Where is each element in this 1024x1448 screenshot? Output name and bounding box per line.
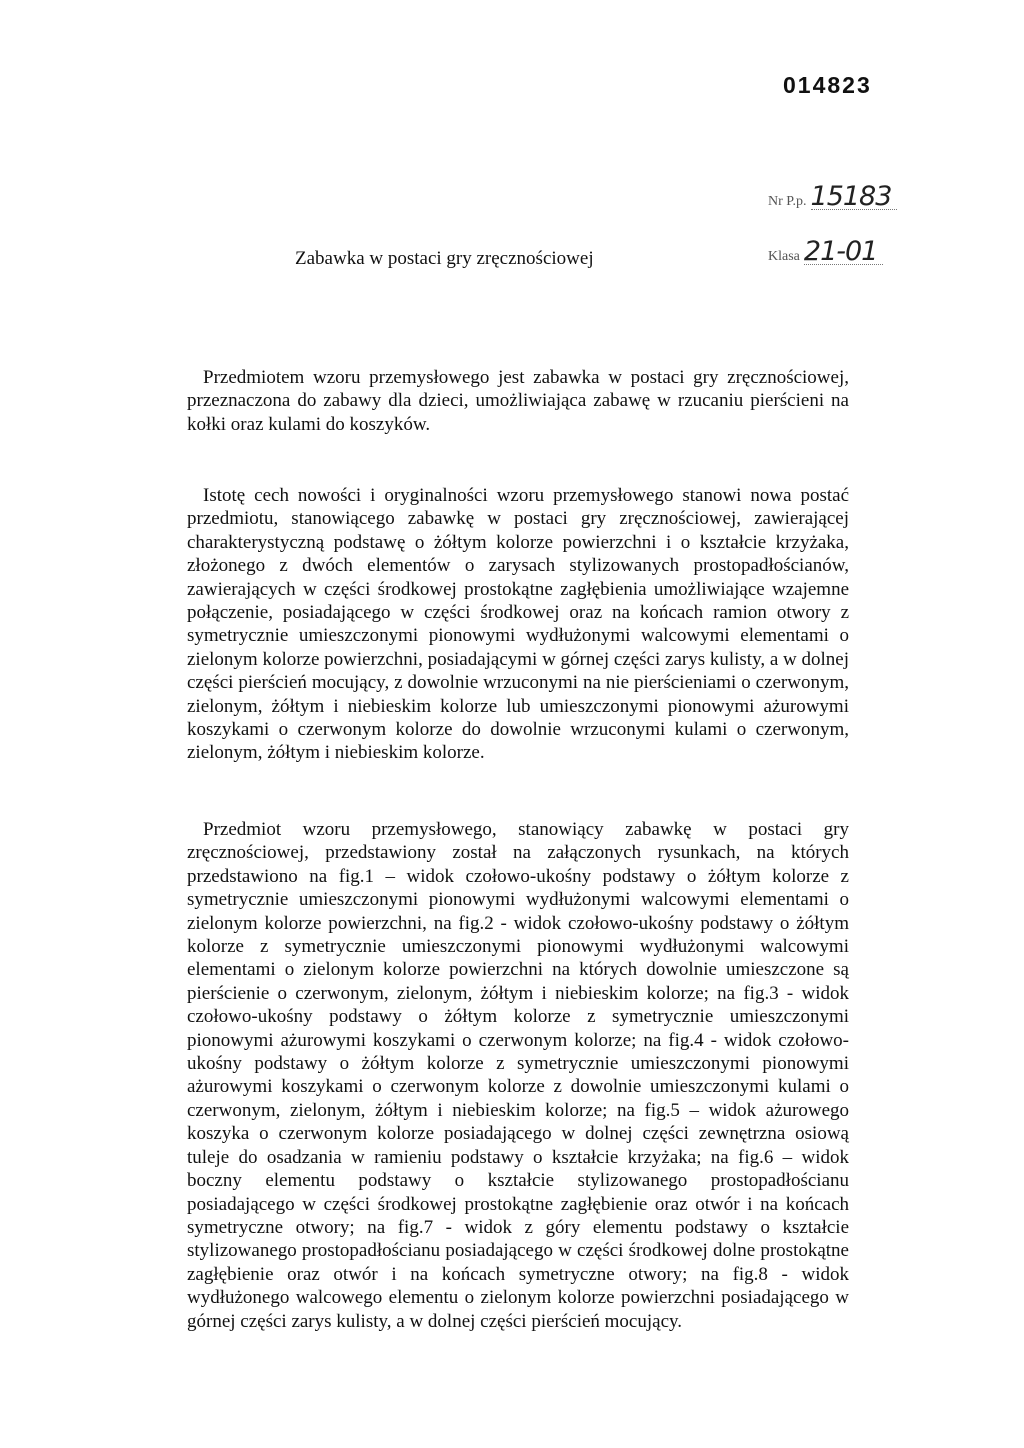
classification-line [768, 236, 880, 267]
registration-number-label: Nr P.p. [768, 194, 807, 209]
paragraph-subject: Przedmiotem wzoru przemysłowego jest zabawka w postaci gry zręcznościowej, przeznaczona do zabawy dla dzieci, umożliwiająca zabawę w rzucaniu pierścieni na kołki oraz kulami do koszyków. [187, 367, 849, 435]
registration-box [768, 181, 892, 267]
document-title: Zabawka w postaci gry zręcznościowej [295, 248, 594, 269]
paragraph-novelty: Istotę cech nowości i oryginalności wzoru przemysłowego stanowi nowa postać przedmiotu, stanowiącego zabawkę w postaci gry zręcznościowej, zawierającej charakterystyczną podstawę o żółtym kolorze powierzchni i o kształcie krzyżaka, złożonego z dwóch elementów o zarysach stylizowanych prostopadłościanów, zawierających w części środkowej prostokątne zagłębienia umożliwiające wzajemne połączenie, posiadającego w części środkowej oraz na końcach ramion otwory z symetrycznie umieszczonymi pionowymi wydłużonymi walcowymi elementami o zielonym kolorze powierzchni, posiadającymi w górnej części zarys kulisty, a w dolnej części pierścień mocujący, z dowolnie wrzuconymi na nie pierścieniami o czerwonym, zielonym, żółtym i niebieskim kolorze lub umieszczonymi pionowymi ażurowymi koszykami o czerwonym kolorze do dowolnie wrzuconymi kulami o czerwonym, zielonym, żółtym i niebieskim kolorze. [187, 485, 849, 764]
document-number: 014823 [783, 72, 872, 98]
paragraph-figures: Przedmiot wzoru przemysłowego, stanowiący zabawkę w postaci gry zręcznościowej, przedstawiony został na załączonych rysunkach, na których przedstawiono na fig.1 – widok czołowo-ukośny podstawy o żółtym kolorze z symetrycznie umieszczonymi pionowymi wydłużonymi walcowymi elementami o zielonym kolorze powierzchni, na fig.2 - widok czołowo-ukośny podstawy o żółtym kolorze z symetrycznie umieszczonymi pionowymi wydłużonymi walcowymi elementami o zielonym kolorze powierzchni na których dowolnie umieszczone są pierścienie o czerwonym, zielonym, żółtym i niebieskim kolorze; na fig.3 - widok czołowo-ukośny podstawy o żółtym kolorze z symetrycznie umieszczonymi pionowymi ażurowymi koszykami o czerwonym kolorze; na fig.4 - widok czołowo-ukośny podstawy o żółtym kolorze z symetrycznie umieszczonymi pionowymi ażurowymi koszykami o czerwonym kolorze z dowolnie umieszczonymi kulami o czerwonym, zielonym, żółtym i niebieskim kolorze; na fig.5 – widok ażurowego koszyka o czerwonym kolorze posiadającego w dolnej części zewnętrzna osiową tuleje do osadzania w ramieniu podstawy o kształcie krzyżaka; na fig.6 – widok boczny elementu podstawy o kształcie stylizowanego prostopadłościanu posiadającego w części środkowej prostokątne zagłębienie oraz otwór i na końcach symetryczne otwory; na fig.7 - widok z góry elementu podstawy o kształcie stylizowanego prostopadłościanu posiadającego w części środkowej dolne prostokątne zagłębienie oraz otwór i na końcach symetryczne otwory; na fig.8 - widok wydłużonego walcowego elementu o zielonym kolorze powierzchni posiadającego w górnej części zarys kulisty, a w dolnej części pierścień mocujący. [187, 819, 849, 1332]
classification-value: 21-01 [804, 241, 883, 265]
classification-label: Klasa [768, 249, 800, 264]
registration-number-value: 15183 [811, 186, 898, 210]
registration-number-line [768, 181, 892, 212]
